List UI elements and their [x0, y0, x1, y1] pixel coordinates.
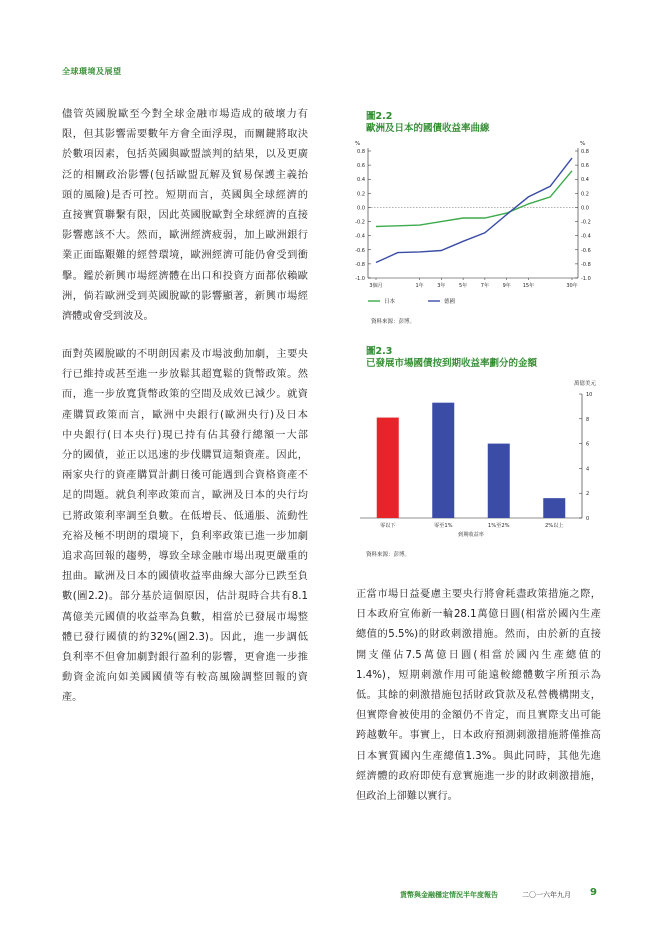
text-line: 經濟體的政府即使有意實施進一步的財政刺激措施，	[356, 770, 601, 782]
text-line: 低。其餘的刺激措施包括財政貸款及私營機構開支，	[356, 690, 601, 702]
text-line: 數(圖2.2)。部分基於這個原因，估計現時合共有8.1	[62, 591, 308, 603]
y-tick-label-left: -0.4	[355, 233, 365, 240]
text-line: 業正面臨艱難的經營環境，歐洲經濟可能仍會受到衝	[62, 250, 308, 262]
x-axis-label: 到期收益率	[458, 532, 484, 538]
body-paragraph-3	[356, 585, 601, 807]
figure-2-2-number: 圖2.2	[366, 111, 393, 122]
text-line: 儘管英國脫歐至今對全球金融市場造成的破壞力有	[62, 109, 308, 120]
y-tick-label-left: 0.4	[357, 177, 365, 184]
x-tick-label: 1%至2%	[487, 523, 510, 529]
text-line: 濟體或會受到波及。	[62, 311, 154, 323]
body-paragraph-2	[62, 345, 308, 709]
x-tick-label: 3個月	[369, 283, 383, 289]
x-tick-label: 9年	[502, 283, 511, 289]
text-line: 日本政府宣佈新一輪28.1萬億日圓(相當於國內生產	[356, 609, 601, 621]
x-tick-label: 5年	[459, 283, 468, 289]
x-tick-label: 3年	[437, 283, 446, 289]
bar-1	[377, 418, 399, 518]
footer-date: 二〇一六年九月	[522, 891, 571, 899]
text-line: 行已維持或甚至進一步放鬆其超寬鬆的貨幣政策。然	[62, 369, 308, 381]
y-tick-label-right: 0.2	[581, 191, 589, 198]
text-line: 充裕及極不明朗的環境下，負利率政策已進一步加劇	[62, 530, 308, 542]
section-header: 全球環境及展望	[62, 67, 122, 76]
y-tick-label-right: 0.4	[581, 177, 589, 184]
y-tick-label-right: 0.6	[581, 163, 589, 170]
y-axis-right-unit: %	[580, 141, 586, 147]
text-line: 直接實質聯繫有限，因此英國脫歐對全球經濟的直接	[62, 210, 308, 222]
y-tick-label-right: -0.2	[581, 219, 591, 226]
y-tick-label-left: 0.8	[357, 149, 365, 155]
figure-2-2-source: 資料來源：彭博。	[371, 319, 416, 325]
y-tick-label-left: -0.6	[355, 247, 365, 254]
text-line: 產購買政策而言，歐洲中央銀行(歐洲央行)及日本	[62, 409, 308, 421]
figure-2-2-caption: 歐洲及日本的國債收益率曲線	[366, 123, 490, 134]
body-paragraph-1	[62, 105, 308, 327]
text-line: 而，進一步放寬貨幣政策的空間及成效已減少。就資	[62, 389, 308, 401]
text-line: 正當市場日益憂慮主要央行將會耗盡政策措施之際，	[356, 589, 601, 600]
text-line: 兩家央行的資產購買計劃日後可能遇到合資格資產不	[62, 470, 308, 482]
y-tick-label-right: -1.0	[581, 276, 591, 282]
text-line: 分的國債，並正以迅速的步伐購買這類資產。因此，	[62, 450, 308, 462]
y-tick-label-left: 0.0	[357, 205, 365, 212]
y-tick-label: 2	[586, 491, 590, 498]
text-line: 限，但其影響需要數年方會全面浮現，而關鍵將取決	[62, 129, 308, 141]
figure-2-3-title	[366, 346, 537, 370]
text-line: 影響應該不大。然而，歐洲經濟疲弱，加上歐洲銀行	[62, 230, 308, 242]
text-line: 已將政策利率調至負數。在低增長、低通脹、流動性	[62, 510, 308, 522]
x-tick-label: 2%以上	[544, 523, 564, 529]
bar-3	[488, 444, 510, 518]
text-line: 擊。鑑於新興市場經濟體在出口和投資方面都依賴歐	[62, 270, 308, 282]
text-line: 洲，倘若歐洲受到英國脫歐的影響顯著，新興市場經	[62, 290, 308, 302]
text-line: 泛的相關政治影響(包括歐盟瓦解及貿易保護主義抬	[62, 169, 308, 181]
text-line: 萬億美元國債的收益率為負數，相當於已發展市場整	[62, 611, 308, 623]
text-line: 開支僅佔7.5萬億日圓(相當於國內生產總值的	[356, 649, 601, 661]
page-number: 9	[590, 887, 597, 898]
y-axis-unit: 萬億美元	[573, 381, 596, 387]
text-line: 但政治上卻難以實行。	[356, 791, 458, 803]
y-axis-left-unit: %	[355, 141, 361, 147]
y-tick-label-left: 0.2	[357, 191, 365, 198]
text-line: 日本實質國內生產總值1.3%。與此同時，其他先進	[356, 750, 601, 762]
text-line: 體已發行國債的約32%(圖2.3)。因此，進一步調低	[62, 631, 308, 643]
yield-curve-chart	[340, 136, 610, 311]
y-tick-label-right: -0.4	[581, 233, 591, 240]
text-line: 追求高回報的趨勢，導致全球金融市場出現更嚴重的	[62, 551, 308, 563]
y-tick-label: 4	[586, 466, 590, 473]
series-line-germany	[376, 158, 572, 262]
bar-2	[432, 403, 454, 518]
text-line: 產。	[62, 692, 83, 704]
y-tick-label-right: -0.6	[581, 247, 591, 254]
text-line: 跨越數年。事實上，日本政府預測刺激措施將僅推高	[356, 730, 601, 742]
y-tick-label-left: -1.0	[355, 276, 365, 282]
text-line: 1.4%)，短期刺激作用可能遠較總體數字所預示為	[356, 669, 601, 681]
y-tick-label: 8	[586, 416, 590, 423]
text-line: 總值的5.5%)的財政刺激措施。然而，由於新的直接	[356, 629, 601, 641]
x-tick-label: 1年	[415, 283, 424, 289]
text-line: 頭的風險)是否可控。短期而言，英國與全球經濟的	[62, 189, 308, 201]
figure-2-3-number: 圖2.3	[366, 346, 393, 357]
text-line: 扭曲。歐洲及日本的國債收益率曲線大部分已跌至負	[62, 571, 308, 583]
y-tick-label-right: 0.0	[581, 205, 589, 212]
y-tick-label-left: -0.8	[355, 261, 365, 268]
y-tick-label-left: 0.6	[357, 163, 365, 170]
text-line: 面對英國脫歐的不明朗因素及市場波動加劇，主要央	[62, 349, 308, 360]
x-tick-label: 30年	[566, 283, 578, 289]
text-line: 中央銀行(日本央行)現已持有佔其發行總額一大部	[62, 429, 308, 441]
y-tick-label: 0	[586, 516, 590, 522]
figure-2-3-caption: 已發展市場國債按到期收益率劃分的金額	[366, 358, 538, 369]
series-line-japan	[376, 171, 572, 227]
y-tick-label-right: -0.8	[581, 261, 591, 268]
y-tick-label: 6	[586, 441, 590, 448]
text-line: 動資金流向如美國國債等有較高風險調整回報的資	[62, 672, 308, 684]
x-tick-label: 15年	[522, 283, 535, 289]
legend-label: 德國	[444, 299, 456, 305]
figure-2-3-source: 資料來源：彭博。	[366, 552, 411, 558]
footer-report-title: 貨幣與金融穩定情況半年度報告	[400, 891, 498, 899]
y-tick-label-right: 0.8	[581, 149, 589, 155]
text-line: 負利率不但會加劇對銀行盈利的影響，更會進一步推	[62, 652, 308, 664]
x-tick-label: 零以下	[379, 523, 396, 529]
x-tick-label: 零至1%	[433, 523, 453, 529]
text-line: 足的問題。就負利率政策而言，歐洲及日本的央行均	[62, 490, 308, 502]
x-tick-label: 7年	[480, 283, 489, 289]
figure-2-2-title	[366, 111, 490, 135]
legend-label: 日本	[384, 299, 396, 305]
bond-amount-bar-chart	[340, 376, 610, 546]
y-tick-label-left: -0.2	[355, 219, 365, 226]
bar-4	[543, 498, 565, 518]
text-line: 於數項因素，包括英國與歐盟談判的結果，以及更廣	[62, 149, 308, 161]
text-line: 但實際會被使用的金額仍不肯定，而且實際支出可能	[356, 710, 601, 722]
y-tick-label: 10	[586, 392, 593, 398]
